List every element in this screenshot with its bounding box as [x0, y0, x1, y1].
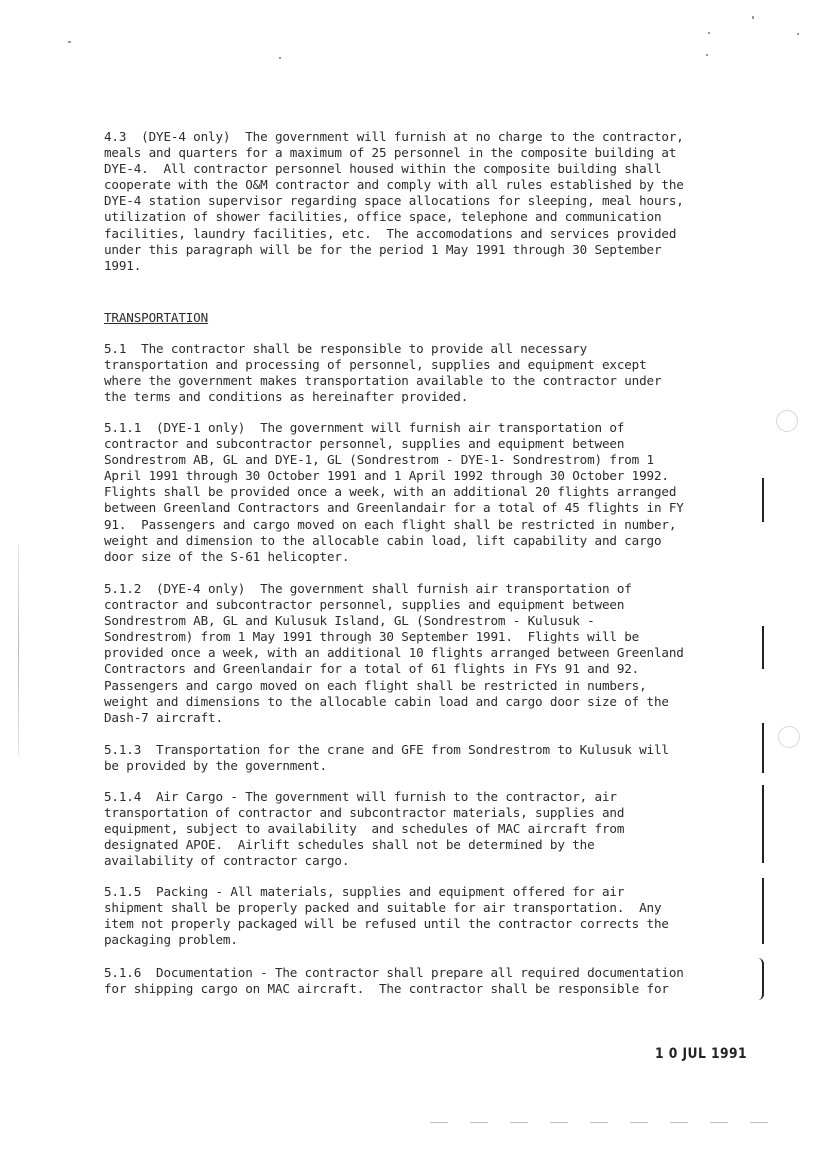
scan-bottom-artifact [430, 1122, 770, 1123]
paragraph-5-1-3: 5.1.3 Transportation for the crane and GFE from Sondrestrom to Kulusuk will be provided by the government. [104, 742, 669, 774]
scan-speck [752, 16, 754, 19]
paragraph-5-1: 5.1 The contractor shall be responsible to provide all necessary transportation and processing of personnel, supplies and equipment except where the government makes transportation available to the contractor under the terms and conditions as hereinafter provided. [104, 341, 662, 405]
paragraph-5-1-5: 5.1.5 Packing - All materials, supplies and equipment offered for air shipment shall be properly packed and suitable for air transportation. Any item not properly packaged will be refused until the contractor corrects the packaging problem. [104, 884, 669, 948]
paragraph-5-1-1: 5.1.1 (DYE-1 only) The government will furnish air transportation of contractor and subcontractor personnel, supplies and equipment between Sondrestrom AB, GL and DYE-1, GL (Sondrestrom - DYE-1- Sondrestrom) from 1 April 1991 through 30 October 1991 and 1 April 1992 through 30 October 1992. Flights shall be provided once a week, with an additional 20 flights arranged between Greenland Contractors and Greenlandair for a total of 45 flights in FY 91. Passengers and cargo moved on each flight shall be restricted in number, weight and dimension to the allocable cabin load, lift capability and cargo door size of the S-61 helicopter. [104, 420, 684, 564]
scan-speck [706, 54, 708, 56]
revision-change-bar [762, 478, 764, 522]
scan-edge-shadow [18, 545, 19, 755]
paragraph-5-1-2: 5.1.2 (DYE-4 only) The government shall furnish air transportation of contractor and subcontractor personnel, supplies and equipment between Sondrestrom AB, GL and Kulusuk Island, GL (Sondrestrom - Kulusuk - Sondrestrom) from 1 May 1991 through 30 September 1991. Flights will be provided once a week, with an additional 10 flights arranged between Greenland Contractors and Greenlandair for a total of 61 flights in FYs 91 and 92. Passengers and cargo moved on each flight shall be restricted in numbers, weight and dimensions to the allocable cabin load and cargo door size of the Dash-7 aircraft. [104, 581, 684, 725]
paragraph-4-3: 4.3 (DYE-4 only) The government will furnish at no charge to the contractor, meals and quarters for a maximum of 25 personnel in the composite building at DYE-4. All contractor personnel housed within the composite building shall cooperate with the O&M contractor and comply with all rules established by the DYE-4 station supervisor regarding space allocations for sleeping, meal hours, utilization of shower facilities, office space, telephone and communication facilities, laundry facilities, etc. The accomodations and services provided under this paragraph will be for the period 1 May 1991 through 30 September 1991. [104, 129, 684, 273]
punch-hole-mark [778, 726, 800, 748]
scan-speck [708, 32, 710, 34]
revision-change-bar [762, 626, 764, 669]
paragraph-5-1-6: 5.1.6 Documentation - The contractor shall prepare all required documentation for shipping cargo on MAC aircraft. The contractor shall be responsible for [104, 965, 684, 997]
punch-hole-mark [776, 410, 798, 432]
date-stamp: 1 0 JUL 1991 [655, 1046, 748, 1062]
revision-bracket [757, 958, 764, 1000]
scan-speck [68, 41, 71, 43]
scan-speck [797, 33, 799, 35]
revision-change-bar [762, 785, 764, 863]
revision-change-bar [762, 878, 764, 944]
scan-speck [279, 57, 281, 59]
section-heading-transportation: TRANSPORTATION [104, 310, 209, 325]
revision-change-bar [762, 723, 764, 773]
paragraph-5-1-4: 5.1.4 Air Cargo - The government will furnish to the contractor, air transportation of contractor and subcontractor materials, supplies and equipment, subject to availability and schedules of MAC aircraft from designated APOE. Airlift schedules shall not be determined by the availability of contractor cargo. [104, 789, 625, 869]
